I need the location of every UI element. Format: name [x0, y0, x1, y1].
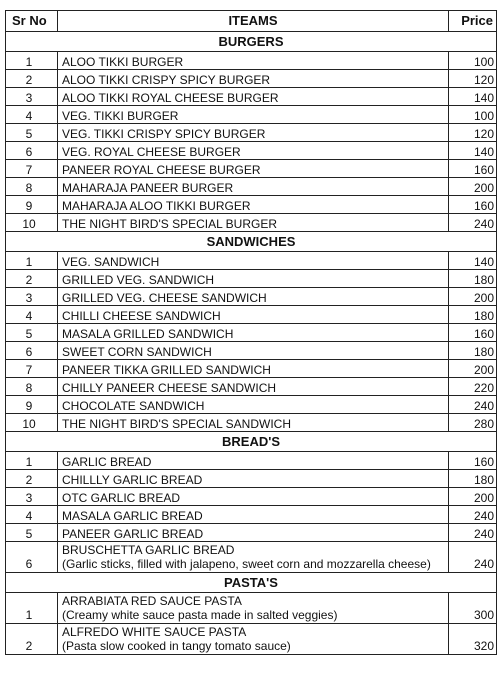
item-sr-no: 4	[6, 506, 58, 524]
section-title: SANDWICHES	[6, 232, 497, 252]
item-sr-no: 5	[6, 124, 58, 142]
item-name-cell	[58, 524, 449, 542]
item-name: ALOO TIKKI CRISPY SPICY BURGER	[62, 73, 271, 87]
header-price: Price	[449, 11, 497, 32]
item-sr-no: 2	[6, 470, 58, 488]
menu-item-row	[6, 288, 497, 306]
item-price: 180	[449, 306, 497, 324]
item-name: VEG. ROYAL CHEESE BURGER	[62, 145, 241, 159]
item-name-cell	[58, 178, 449, 196]
item-name: MAHARAJA PANEER BURGER	[62, 181, 234, 195]
item-name-cell	[58, 506, 449, 524]
menu-item-row	[6, 178, 497, 196]
item-price: 100	[449, 106, 497, 124]
item-name-cell	[58, 542, 449, 573]
menu-item-row	[6, 88, 497, 106]
item-price: 320	[449, 624, 497, 655]
section-title: BURGERS	[6, 32, 497, 52]
item-sr-no: 4	[6, 306, 58, 324]
section-title: PASTA'S	[6, 573, 497, 593]
section-header-row	[6, 32, 497, 52]
menu-item-row	[6, 506, 497, 524]
item-name-cell	[58, 378, 449, 396]
item-name-cell	[58, 488, 449, 506]
item-price: 240	[449, 214, 497, 232]
item-price: 160	[449, 452, 497, 470]
item-sr-no: 4	[6, 106, 58, 124]
item-name: GRILLED VEG. CHEESE SANDWICH	[62, 291, 267, 305]
item-sr-no: 2	[6, 270, 58, 288]
item-name: GARLIC BREAD	[62, 455, 152, 469]
item-name: THE NIGHT BIRD'S SPECIAL BURGER	[62, 217, 277, 231]
item-sr-no: 10	[6, 214, 58, 232]
item-price: 140	[449, 142, 497, 160]
item-price: 200	[449, 360, 497, 378]
menu-item-row	[6, 593, 497, 624]
item-price: 220	[449, 378, 497, 396]
item-description: (Creamy white sauce pasta made in salted veggies)	[62, 608, 338, 622]
item-name-cell	[58, 306, 449, 324]
item-sr-no: 8	[6, 178, 58, 196]
item-sr-no: 2	[6, 70, 58, 88]
menu-item-row	[6, 142, 497, 160]
item-name: GRILLED VEG. SANDWICH	[62, 273, 215, 287]
item-sr-no: 3	[6, 288, 58, 306]
item-sr-no: 6	[6, 142, 58, 160]
item-name: BRUSCHETTA GARLIC BREAD	[62, 543, 235, 557]
section-title: BREAD'S	[6, 432, 497, 452]
menu-item-row	[6, 196, 497, 214]
menu-item-row	[6, 160, 497, 178]
item-sr-no: 1	[6, 52, 58, 70]
header-sr: Sr No	[6, 11, 58, 32]
item-name: THE NIGHT BIRD'S SPECIAL SANDWICH	[62, 417, 291, 431]
item-price: 140	[449, 88, 497, 106]
item-sr-no: 5	[6, 324, 58, 342]
item-name: ALOO TIKKI BURGER	[62, 55, 184, 69]
item-description: (Garlic sticks, filled with jalapeno, sweet corn and mozzarella cheese)	[62, 557, 431, 571]
item-name: SWEET CORN SANDWICH	[62, 345, 212, 359]
item-name: CHILLI CHEESE SANDWICH	[62, 309, 221, 323]
header-row	[6, 11, 497, 32]
item-name: CHILLY PANEER CHEESE SANDWICH	[62, 381, 277, 395]
item-sr-no: 7	[6, 360, 58, 378]
item-name-cell	[58, 324, 449, 342]
item-sr-no: 3	[6, 488, 58, 506]
item-description: (Pasta slow cooked in tangy tomato sauce)	[62, 639, 291, 653]
item-price: 160	[449, 324, 497, 342]
menu-item-row	[6, 414, 497, 432]
item-name: VEG. SANDWICH	[62, 255, 160, 269]
item-name-cell	[58, 88, 449, 106]
item-name: MASALA GRILLED SANDWICH	[62, 327, 234, 341]
item-name-cell	[58, 52, 449, 70]
menu-item-row	[6, 378, 497, 396]
item-name: OTC GARLIC BREAD	[62, 491, 181, 505]
menu-item-row	[6, 306, 497, 324]
item-name-cell	[58, 124, 449, 142]
item-price: 120	[449, 70, 497, 88]
item-sr-no: 9	[6, 396, 58, 414]
item-sr-no: 1	[6, 452, 58, 470]
item-sr-no: 2	[6, 624, 58, 655]
menu-item-row	[6, 214, 497, 232]
item-name: CHOCOLATE SANDWICH	[62, 399, 205, 413]
item-price: 160	[449, 196, 497, 214]
item-name-cell	[58, 396, 449, 414]
menu-item-row	[6, 252, 497, 270]
menu-item-row	[6, 106, 497, 124]
item-sr-no: 3	[6, 88, 58, 106]
item-sr-no: 8	[6, 378, 58, 396]
menu-item-row	[6, 342, 497, 360]
item-name: ARRABIATA RED SAUCE PASTA	[62, 594, 242, 608]
menu-item-row	[6, 360, 497, 378]
header-items: ITEAMS	[58, 11, 449, 32]
item-name-cell	[58, 70, 449, 88]
section-header-row	[6, 432, 497, 452]
menu-item-row	[6, 52, 497, 70]
item-price: 240	[449, 542, 497, 573]
menu-item-row	[6, 396, 497, 414]
menu-item-row	[6, 542, 497, 573]
item-price: 160	[449, 160, 497, 178]
item-price: 280	[449, 414, 497, 432]
item-sr-no: 6	[6, 542, 58, 573]
menu-item-row	[6, 324, 497, 342]
item-price: 120	[449, 124, 497, 142]
item-sr-no: 10	[6, 414, 58, 432]
section-header-row	[6, 232, 497, 252]
item-sr-no: 5	[6, 524, 58, 542]
item-price: 300	[449, 593, 497, 624]
item-sr-no: 1	[6, 593, 58, 624]
menu-item-row	[6, 124, 497, 142]
menu-item-row	[6, 452, 497, 470]
item-sr-no: 1	[6, 252, 58, 270]
item-price: 200	[449, 288, 497, 306]
section-header-row	[6, 573, 497, 593]
menu-item-row	[6, 524, 497, 542]
item-name-cell	[58, 414, 449, 432]
item-name-cell	[58, 288, 449, 306]
item-name-cell	[58, 593, 449, 624]
item-name-cell	[58, 270, 449, 288]
item-name: PANEER GARLIC BREAD	[62, 527, 204, 541]
menu-body	[6, 32, 497, 655]
item-name-cell	[58, 624, 449, 655]
item-name: MAHARAJA ALOO TIKKI BURGER	[62, 199, 251, 213]
item-price: 180	[449, 470, 497, 488]
menu-item-row	[6, 624, 497, 655]
item-price: 240	[449, 524, 497, 542]
item-sr-no: 6	[6, 342, 58, 360]
item-name-cell	[58, 106, 449, 124]
item-name: MASALA GARLIC BREAD	[62, 509, 203, 523]
item-name-cell	[58, 470, 449, 488]
item-price: 200	[449, 178, 497, 196]
item-name-cell	[58, 252, 449, 270]
menu-item-row	[6, 70, 497, 88]
item-sr-no: 9	[6, 196, 58, 214]
menu-item-row	[6, 470, 497, 488]
item-name-cell	[58, 214, 449, 232]
item-name-cell	[58, 342, 449, 360]
item-name-cell	[58, 360, 449, 378]
item-price: 200	[449, 488, 497, 506]
item-price: 100	[449, 52, 497, 70]
item-name: PANEER ROYAL CHEESE BURGER	[62, 163, 261, 177]
item-name-cell	[58, 196, 449, 214]
item-name: VEG. TIKKI CRISPY SPICY BURGER	[62, 127, 266, 141]
item-price: 240	[449, 506, 497, 524]
item-name: PANEER TIKKA GRILLED SANDWICH	[62, 363, 271, 377]
item-price: 180	[449, 270, 497, 288]
menu-item-row	[6, 270, 497, 288]
item-name: ALOO TIKKI ROYAL CHEESE BURGER	[62, 91, 279, 105]
item-name: CHILLLY GARLIC BREAD	[62, 473, 203, 487]
menu-item-row	[6, 488, 497, 506]
item-price: 180	[449, 342, 497, 360]
menu-table	[5, 10, 497, 655]
item-price: 140	[449, 252, 497, 270]
item-name: VEG. TIKKI BURGER	[62, 109, 179, 123]
item-price: 240	[449, 396, 497, 414]
item-name-cell	[58, 142, 449, 160]
item-sr-no: 7	[6, 160, 58, 178]
item-name-cell	[58, 160, 449, 178]
item-name: ALFREDO WHITE SAUCE PASTA	[62, 625, 247, 639]
item-name-cell	[58, 452, 449, 470]
